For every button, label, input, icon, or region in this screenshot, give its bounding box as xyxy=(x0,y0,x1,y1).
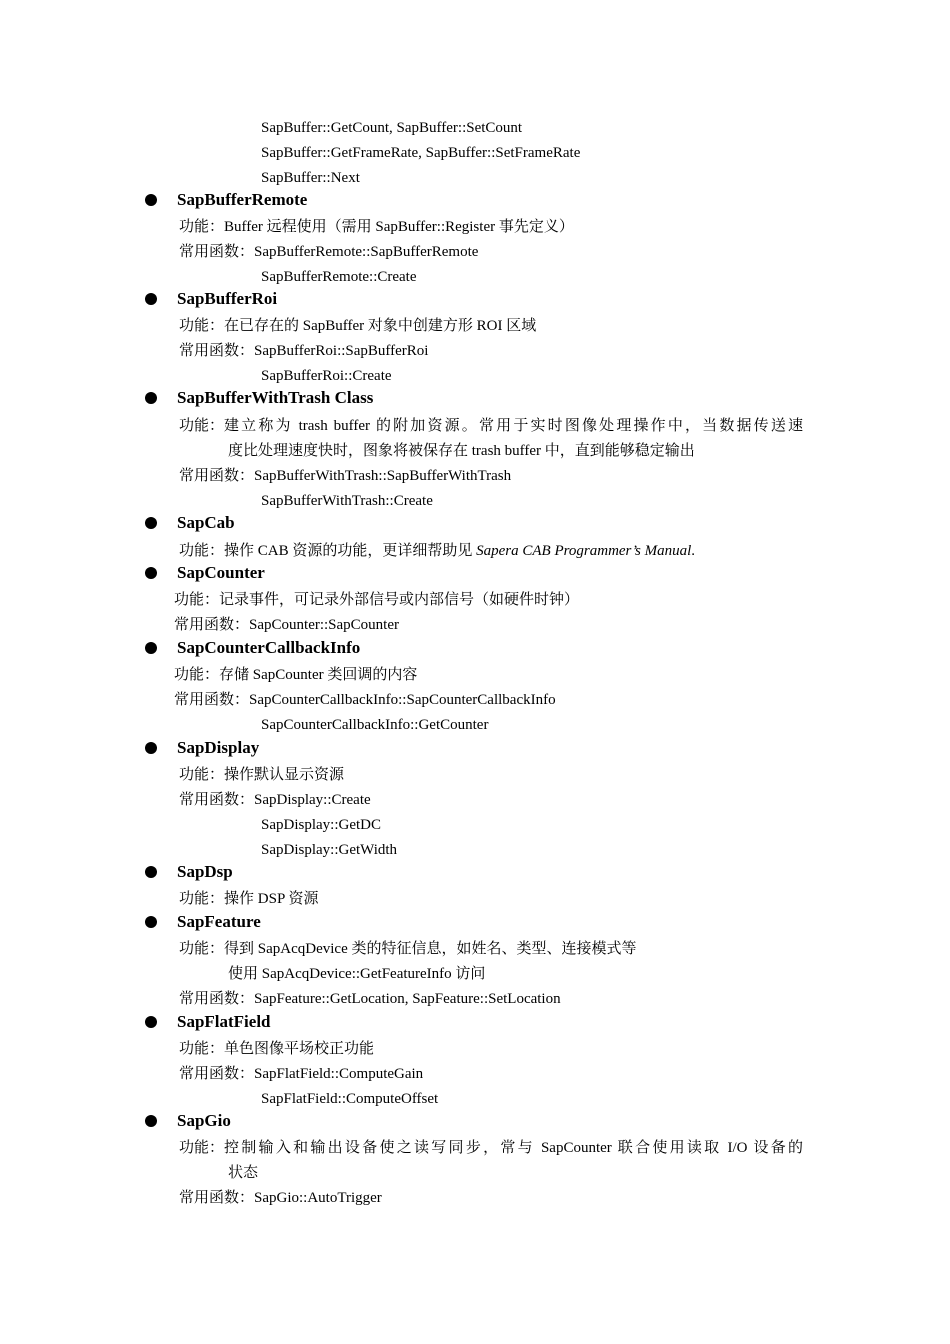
bullet-icon xyxy=(145,194,157,206)
section-title: SapDsp xyxy=(177,862,233,881)
function-name: SapBufferRoi::Create xyxy=(261,368,392,384)
bullet-icon xyxy=(145,642,157,654)
desc-text: 存储 SapCounter 类回调的内容 xyxy=(219,667,418,683)
section-title: SapCounterCallbackInfo xyxy=(177,638,361,657)
common-label: 常用函数： xyxy=(179,991,255,1007)
function-name: SapFeature::GetLocation, SapFeature::SetLocation xyxy=(254,991,561,1007)
common-label: 常用函数： xyxy=(179,792,255,808)
desc-text: 记录事件，可记录外部信号或内部信号（如硬件时钟） xyxy=(219,592,580,608)
section-functions xyxy=(179,790,371,810)
func-label: 功能： xyxy=(179,891,225,907)
desc-text: 得到 SapAcqDevice 类的特征信息，如姓名、类型、连接模式等 xyxy=(224,941,637,957)
section-functions xyxy=(179,989,561,1009)
section-functions xyxy=(174,690,556,710)
function-name: SapBufferRemote::SapBufferRemote xyxy=(254,244,479,260)
common-label: 常用函数： xyxy=(179,468,255,484)
function-name: SapFlatField::ComputeGain xyxy=(254,1066,424,1082)
manual-title: Sapera CAB Programmer’s Manual xyxy=(476,543,692,559)
func-label: 功能： xyxy=(174,592,220,608)
func-label: 功能： xyxy=(179,543,225,559)
section-title: SapDisplay xyxy=(177,738,260,757)
section-title: SapCab xyxy=(177,513,235,532)
function-name: SapBuffer::Next xyxy=(261,170,360,186)
function-name: SapDisplay::GetWidth xyxy=(261,842,398,858)
section-functions xyxy=(174,615,399,635)
section-desc xyxy=(179,765,344,785)
section-desc xyxy=(179,889,318,909)
common-label: 常用函数： xyxy=(179,1066,255,1082)
section-desc xyxy=(179,217,574,237)
desc-text: 操作 CAB 资源的功能，更详细帮助见 xyxy=(224,543,477,559)
function-name: SapCounterCallbackInfo::SapCounterCallbackInfo xyxy=(249,692,556,708)
desc-text: 单色图像平场校正功能 xyxy=(224,1041,375,1057)
section-desc xyxy=(179,939,636,959)
desc-text-continued: 使用 SapAcqDevice::GetFeatureInfo 访问 xyxy=(228,966,486,982)
function-name: SapCounter::SapCounter xyxy=(249,617,400,633)
common-label: 常用函数： xyxy=(179,1190,255,1206)
section-desc xyxy=(179,416,803,436)
func-label: 功能： xyxy=(179,318,225,334)
section-functions xyxy=(179,466,511,486)
func-label: 功能： xyxy=(174,667,220,683)
section-functions xyxy=(179,242,478,262)
desc-text: 操作 DSP 资源 xyxy=(224,891,319,907)
function-name: SapDisplay::Create xyxy=(254,792,371,808)
section-desc xyxy=(179,1039,374,1059)
bullet-icon xyxy=(145,293,157,305)
section-desc xyxy=(174,590,579,610)
function-name: SapFlatField::ComputeOffset xyxy=(261,1091,439,1107)
common-label: 常用函数： xyxy=(174,692,250,708)
section-title: SapBufferWithTrash Class xyxy=(177,388,374,407)
common-label: 常用函数： xyxy=(174,617,250,633)
bullet-icon xyxy=(145,517,157,529)
section-desc xyxy=(174,665,417,685)
func-label: 功能： xyxy=(179,767,225,783)
section-title: SapGio xyxy=(177,1111,231,1130)
section-desc xyxy=(179,1138,803,1158)
function-name: SapCounterCallbackInfo::GetCounter xyxy=(261,717,489,733)
bullet-icon xyxy=(145,567,157,579)
function-name: SapDisplay::GetDC xyxy=(261,817,381,833)
bullet-icon xyxy=(145,866,157,878)
function-name: SapBufferWithTrash::SapBufferWithTrash xyxy=(254,468,512,484)
section-functions xyxy=(179,1188,382,1208)
bullet-icon xyxy=(145,1016,157,1028)
function-name: SapGio::AutoTrigger xyxy=(254,1190,382,1206)
desc-text: 建立称为 trash buffer 的附加资源。常用于实时图像处理操作中，当数据传送速 xyxy=(224,418,804,434)
func-label: 功能： xyxy=(179,418,225,434)
bullet-icon xyxy=(145,742,157,754)
common-label: 常用函数： xyxy=(179,343,255,359)
function-name: SapBufferRemote::Create xyxy=(261,269,417,285)
section-title: SapBufferRoi xyxy=(177,289,278,308)
section-desc xyxy=(179,541,695,561)
common-label: 常用函数： xyxy=(179,244,255,260)
bullet-icon xyxy=(145,916,157,928)
desc-text: 操作默认显示资源 xyxy=(224,767,345,783)
desc-suffix: . xyxy=(691,543,696,559)
section-title: SapCounter xyxy=(177,563,265,582)
function-name: SapBuffer::GetCount, SapBuffer::SetCount xyxy=(261,120,523,136)
function-name: SapBuffer::GetFrameRate, SapBuffer::SetFrameRate xyxy=(261,145,581,161)
desc-text: 控制输入和输出设备使之读写同步，常与 SapCounter 联合使用读取 I/O 设备的 xyxy=(224,1140,804,1156)
func-label: 功能： xyxy=(179,1041,225,1057)
section-desc xyxy=(179,316,536,336)
section-title: SapFlatField xyxy=(177,1012,271,1031)
func-label: 功能： xyxy=(179,941,225,957)
bullet-icon xyxy=(145,1115,157,1127)
func-label: 功能： xyxy=(179,1140,225,1156)
bullet-icon xyxy=(145,392,157,404)
section-title: SapBufferRemote xyxy=(177,190,308,209)
desc-text: Buffer 远程使用（需用 SapBuffer::Register 事先定义） xyxy=(224,219,574,235)
desc-text-continued: 度比处理速度快时，图象将被保存在 trash buffer 中，直到能够稳定输出 xyxy=(228,443,695,459)
section-title: SapFeature xyxy=(177,912,261,931)
func-label: 功能： xyxy=(179,219,225,235)
function-name: SapBufferWithTrash::Create xyxy=(261,493,433,509)
desc-text: 在已存在的 SapBuffer 对象中创建方形 ROI 区域 xyxy=(224,318,537,334)
section-functions xyxy=(179,1064,423,1084)
function-name: SapBufferRoi::SapBufferRoi xyxy=(254,343,429,359)
desc-text-continued: 状态 xyxy=(228,1165,259,1181)
section-functions xyxy=(179,341,428,361)
